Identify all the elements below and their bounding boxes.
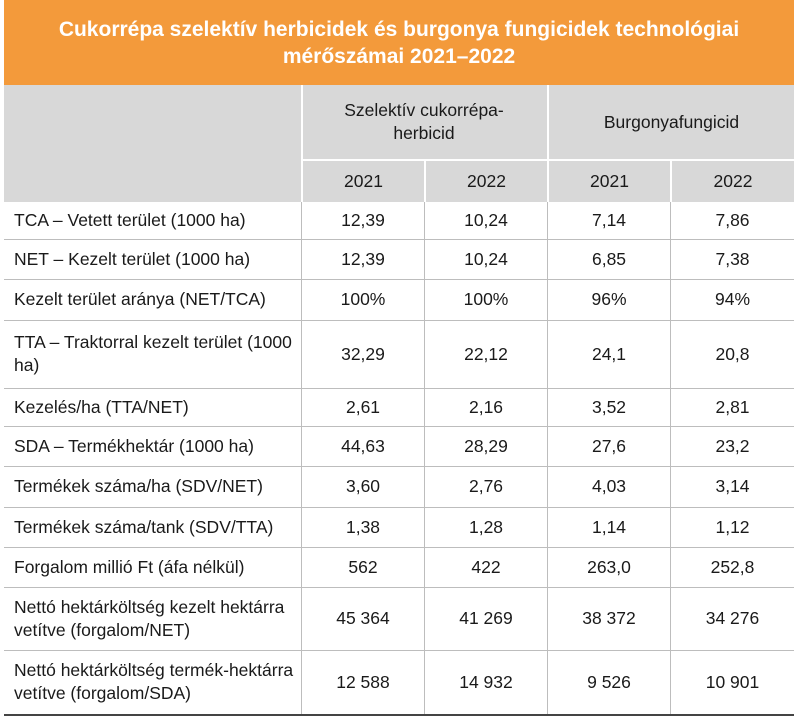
table-cell: 2,61 bbox=[345, 396, 381, 417]
table-cell: 94% bbox=[714, 289, 751, 309]
table-header bbox=[4, 85, 794, 202]
table-cell: 44,63 bbox=[341, 435, 385, 456]
table-cell: 9 526 bbox=[587, 671, 631, 692]
table-cell: 12,39 bbox=[341, 210, 385, 230]
table-cell: 3,14 bbox=[715, 476, 750, 496]
row-label: Termékek száma/tank (SDV/TTA) bbox=[14, 516, 274, 537]
table-cell: 45 364 bbox=[336, 608, 390, 628]
table-cell: 1,38 bbox=[345, 516, 381, 537]
table-cell: 2,76 bbox=[468, 476, 504, 496]
table-cell: 12,39 bbox=[341, 248, 385, 269]
table-cell: 3,52 bbox=[591, 396, 627, 417]
table-cell: 10 901 bbox=[705, 671, 760, 692]
table-cell: 263,0 bbox=[587, 556, 631, 577]
row-separator bbox=[4, 587, 794, 588]
row-separator bbox=[4, 650, 794, 651]
row-label: Kezelés/ha (TTA/NET) bbox=[14, 396, 189, 417]
row-label: Nettó hektárköltség kezelt hektárra vetítve (forgalom/NET) bbox=[14, 596, 285, 640]
table-cell: 100% bbox=[463, 289, 509, 309]
row-separator bbox=[4, 547, 794, 548]
row-label: TTA – Traktorral kezelt terület (1000 ha) bbox=[14, 332, 292, 375]
table-cell: 10,24 bbox=[464, 210, 508, 230]
table-cell: 23,2 bbox=[715, 435, 750, 456]
year-header: 2022 bbox=[713, 171, 753, 191]
table-cell: 7,14 bbox=[591, 210, 627, 230]
table-cell: 2,81 bbox=[715, 396, 750, 417]
column-separator bbox=[424, 202, 425, 714]
row-separator bbox=[4, 320, 794, 321]
table-cell: 2,16 bbox=[468, 396, 504, 417]
table-cell: 96% bbox=[591, 289, 627, 309]
table-cell: 24,1 bbox=[591, 343, 627, 364]
table-cell: 38 372 bbox=[582, 608, 636, 628]
table-cell: 14 932 bbox=[459, 671, 513, 692]
year-header: 2021 bbox=[590, 171, 629, 191]
data-table bbox=[4, 0, 794, 716]
row-separator bbox=[4, 279, 794, 280]
row-separator bbox=[4, 426, 794, 427]
table-cell: 41 269 bbox=[459, 608, 513, 628]
table-cell: 27,6 bbox=[591, 435, 627, 456]
table-cell: 252,8 bbox=[710, 556, 755, 577]
table-cell: 20,8 bbox=[715, 343, 750, 364]
table-cell: 100% bbox=[340, 289, 386, 309]
row-label: SDA – Termékhektár (1000 ha) bbox=[14, 435, 254, 456]
table-cell: 12 588 bbox=[336, 671, 390, 692]
row-label: Forgalom millió Ft (áfa nélkül) bbox=[14, 556, 245, 577]
table-title: Cukorrépa szelektív herbicidek és burgonya fungicidek technológiai mérőszámai 2021–2022 bbox=[4, 0, 794, 85]
table-cell: 1,28 bbox=[468, 516, 504, 537]
group-header-potato-fungicide: Burgonyafungicid bbox=[603, 111, 740, 132]
table-cell: 7,38 bbox=[715, 248, 750, 269]
table-cell: 7,86 bbox=[715, 210, 750, 230]
table-cell: 1,14 bbox=[591, 516, 627, 537]
group-header-sugar-beet-herbicide: Szelektív cukorrépa-herbicid bbox=[344, 100, 504, 143]
row-label: NET – Kezelt terület (1000 ha) bbox=[14, 248, 251, 269]
row-separator bbox=[4, 388, 794, 389]
row-label: TCA – Vetett terület (1000 ha) bbox=[14, 210, 246, 230]
table-cell: 6,85 bbox=[591, 248, 627, 269]
year-header: 2022 bbox=[467, 171, 506, 191]
table-cell: 34 276 bbox=[705, 608, 760, 628]
row-separator bbox=[4, 507, 794, 508]
row-separator bbox=[4, 466, 794, 467]
column-separator bbox=[301, 202, 302, 714]
table-cell: 28,29 bbox=[464, 435, 508, 456]
table-cell: 562 bbox=[348, 556, 378, 577]
table-cell: 422 bbox=[471, 556, 501, 577]
table-cell: 22,12 bbox=[464, 343, 508, 364]
table-cell: 32,29 bbox=[341, 343, 385, 364]
row-label: Kezelt terület aránya (NET/TCA) bbox=[14, 289, 266, 309]
year-header: 2021 bbox=[344, 171, 383, 191]
column-separator bbox=[670, 202, 671, 714]
row-label: Nettó hektárköltség termék-hektárra vetítve (forgalom/SDA) bbox=[14, 660, 294, 703]
table-cell: 10,24 bbox=[464, 248, 508, 269]
column-separator bbox=[547, 202, 548, 714]
table-cell: 4,03 bbox=[591, 476, 627, 496]
table-cell: 1,12 bbox=[715, 516, 750, 537]
row-separator bbox=[4, 239, 794, 240]
table-cell: 3,60 bbox=[345, 476, 381, 496]
row-label: Termékek száma/ha (SDV/NET) bbox=[14, 476, 263, 496]
table-bottom-rule bbox=[4, 714, 794, 716]
